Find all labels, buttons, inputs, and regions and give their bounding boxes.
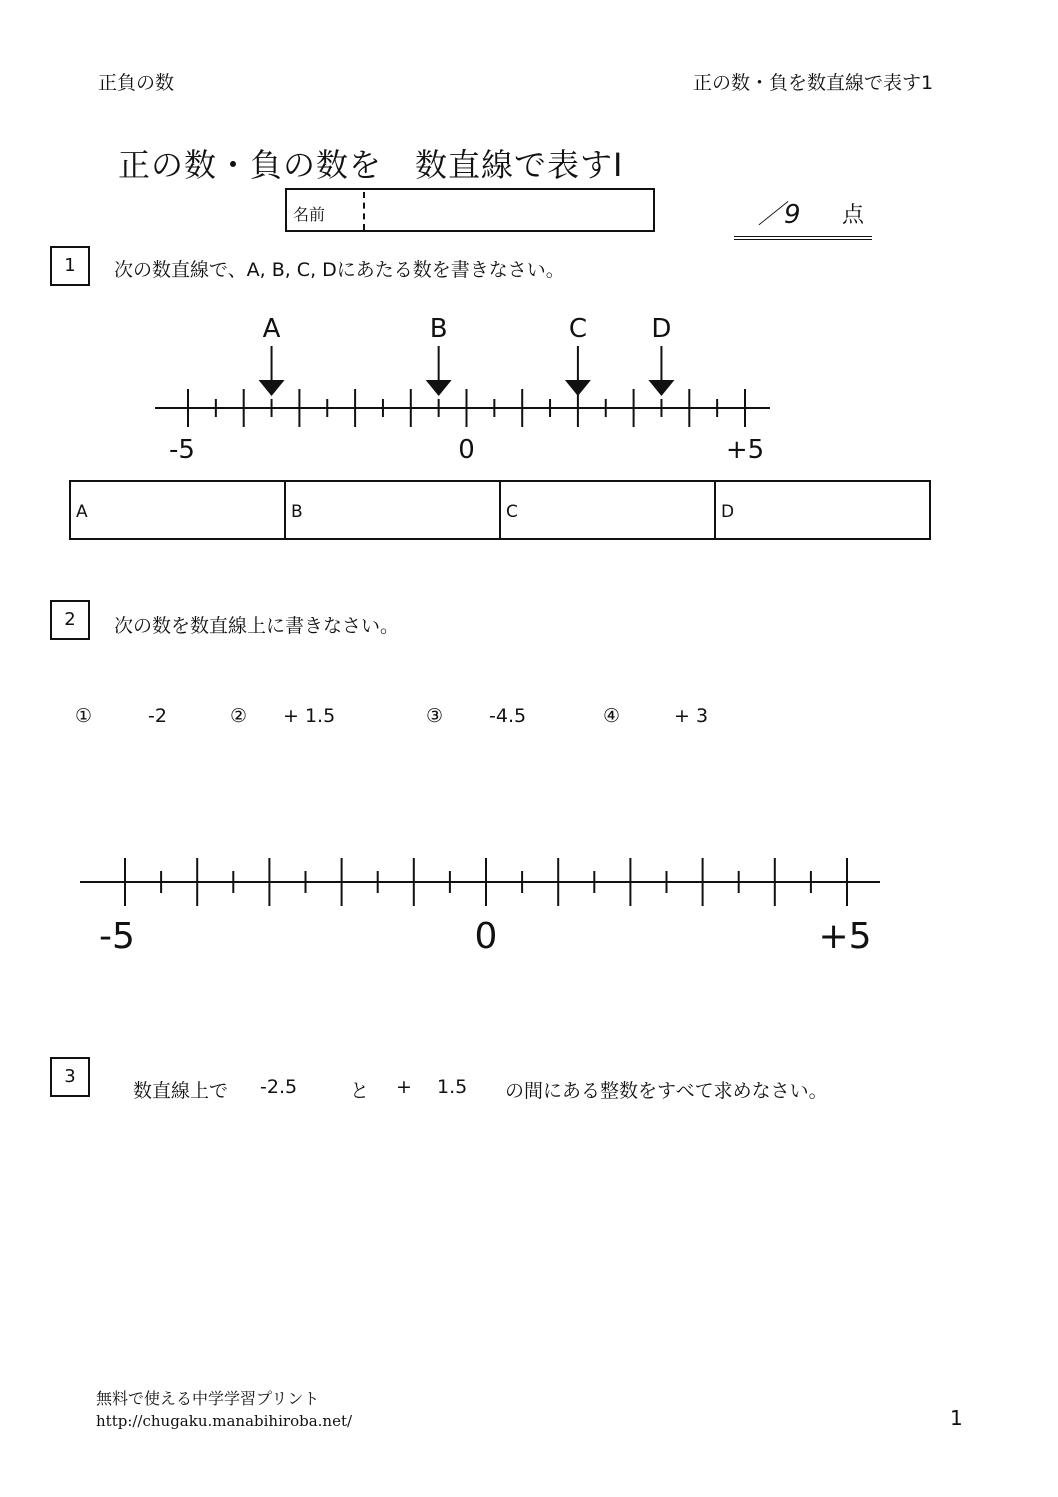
name-label: 名前 bbox=[293, 205, 326, 224]
header-worksheet-title: 正の数・負を数直線で表す1 bbox=[693, 72, 934, 94]
arrow-label: A bbox=[262, 314, 281, 344]
arrow-label: D bbox=[651, 314, 672, 344]
question-3-text-start: 数直線上で bbox=[133, 1080, 229, 1102]
footer-caption: 無料で使える中学学習プリント bbox=[96, 1389, 320, 1408]
footer-url[interactable]: http://chugaku.manabihiroba.net/ bbox=[96, 1412, 353, 1430]
axis-label: 0 bbox=[474, 916, 498, 957]
question-3-value-1: -2.5 bbox=[260, 1076, 298, 1098]
answer-cell-label: B bbox=[291, 502, 303, 522]
answer-cell-label: A bbox=[76, 502, 88, 522]
item-2-value: + 1.5 bbox=[283, 705, 336, 727]
axis-label: -5 bbox=[169, 435, 195, 465]
score-fraction: ／9 bbox=[758, 200, 801, 230]
axis-label: +5 bbox=[725, 435, 765, 465]
question-2-number: 2 bbox=[50, 600, 90, 640]
item-1-value: -2 bbox=[148, 705, 167, 727]
answer-cell-label: D bbox=[721, 502, 735, 522]
score-unit: 点 bbox=[842, 203, 865, 228]
page-number: 1 bbox=[950, 1406, 963, 1430]
item-3-value: -4.5 bbox=[489, 705, 527, 727]
answer-cell-label: C bbox=[506, 502, 518, 522]
arrow-label: C bbox=[568, 314, 587, 344]
header-subject: 正負の数 bbox=[98, 72, 175, 94]
question-3-connector: と bbox=[350, 1080, 370, 1102]
item-2-marker: ② bbox=[230, 705, 248, 727]
axis-label: +5 bbox=[818, 916, 872, 957]
question-1-text: 次の数直線で、A, B, C, Dにあたる数を書きなさい。 bbox=[114, 259, 565, 281]
question-3-sign: + bbox=[396, 1076, 412, 1098]
item-1-marker: ① bbox=[75, 705, 93, 727]
question-3-text-end: の間にある整数をすべて求めなさい。 bbox=[505, 1080, 828, 1102]
question-2-text: 次の数を数直線上に書きなさい。 bbox=[114, 615, 400, 637]
item-3-marker: ③ bbox=[426, 705, 444, 727]
question-1-number: 1 bbox=[50, 246, 90, 286]
page-title: 正の数・負の数を 数直線で表すⅠ bbox=[118, 146, 624, 184]
item-4-value: + 3 bbox=[674, 705, 709, 727]
question-3-value-2: 1.5 bbox=[437, 1076, 468, 1098]
item-4-marker: ④ bbox=[603, 705, 621, 727]
axis-label: -5 bbox=[99, 916, 135, 957]
question-3-number: 3 bbox=[50, 1057, 90, 1097]
arrow-label: B bbox=[429, 314, 448, 344]
axis-label: 0 bbox=[458, 435, 475, 465]
